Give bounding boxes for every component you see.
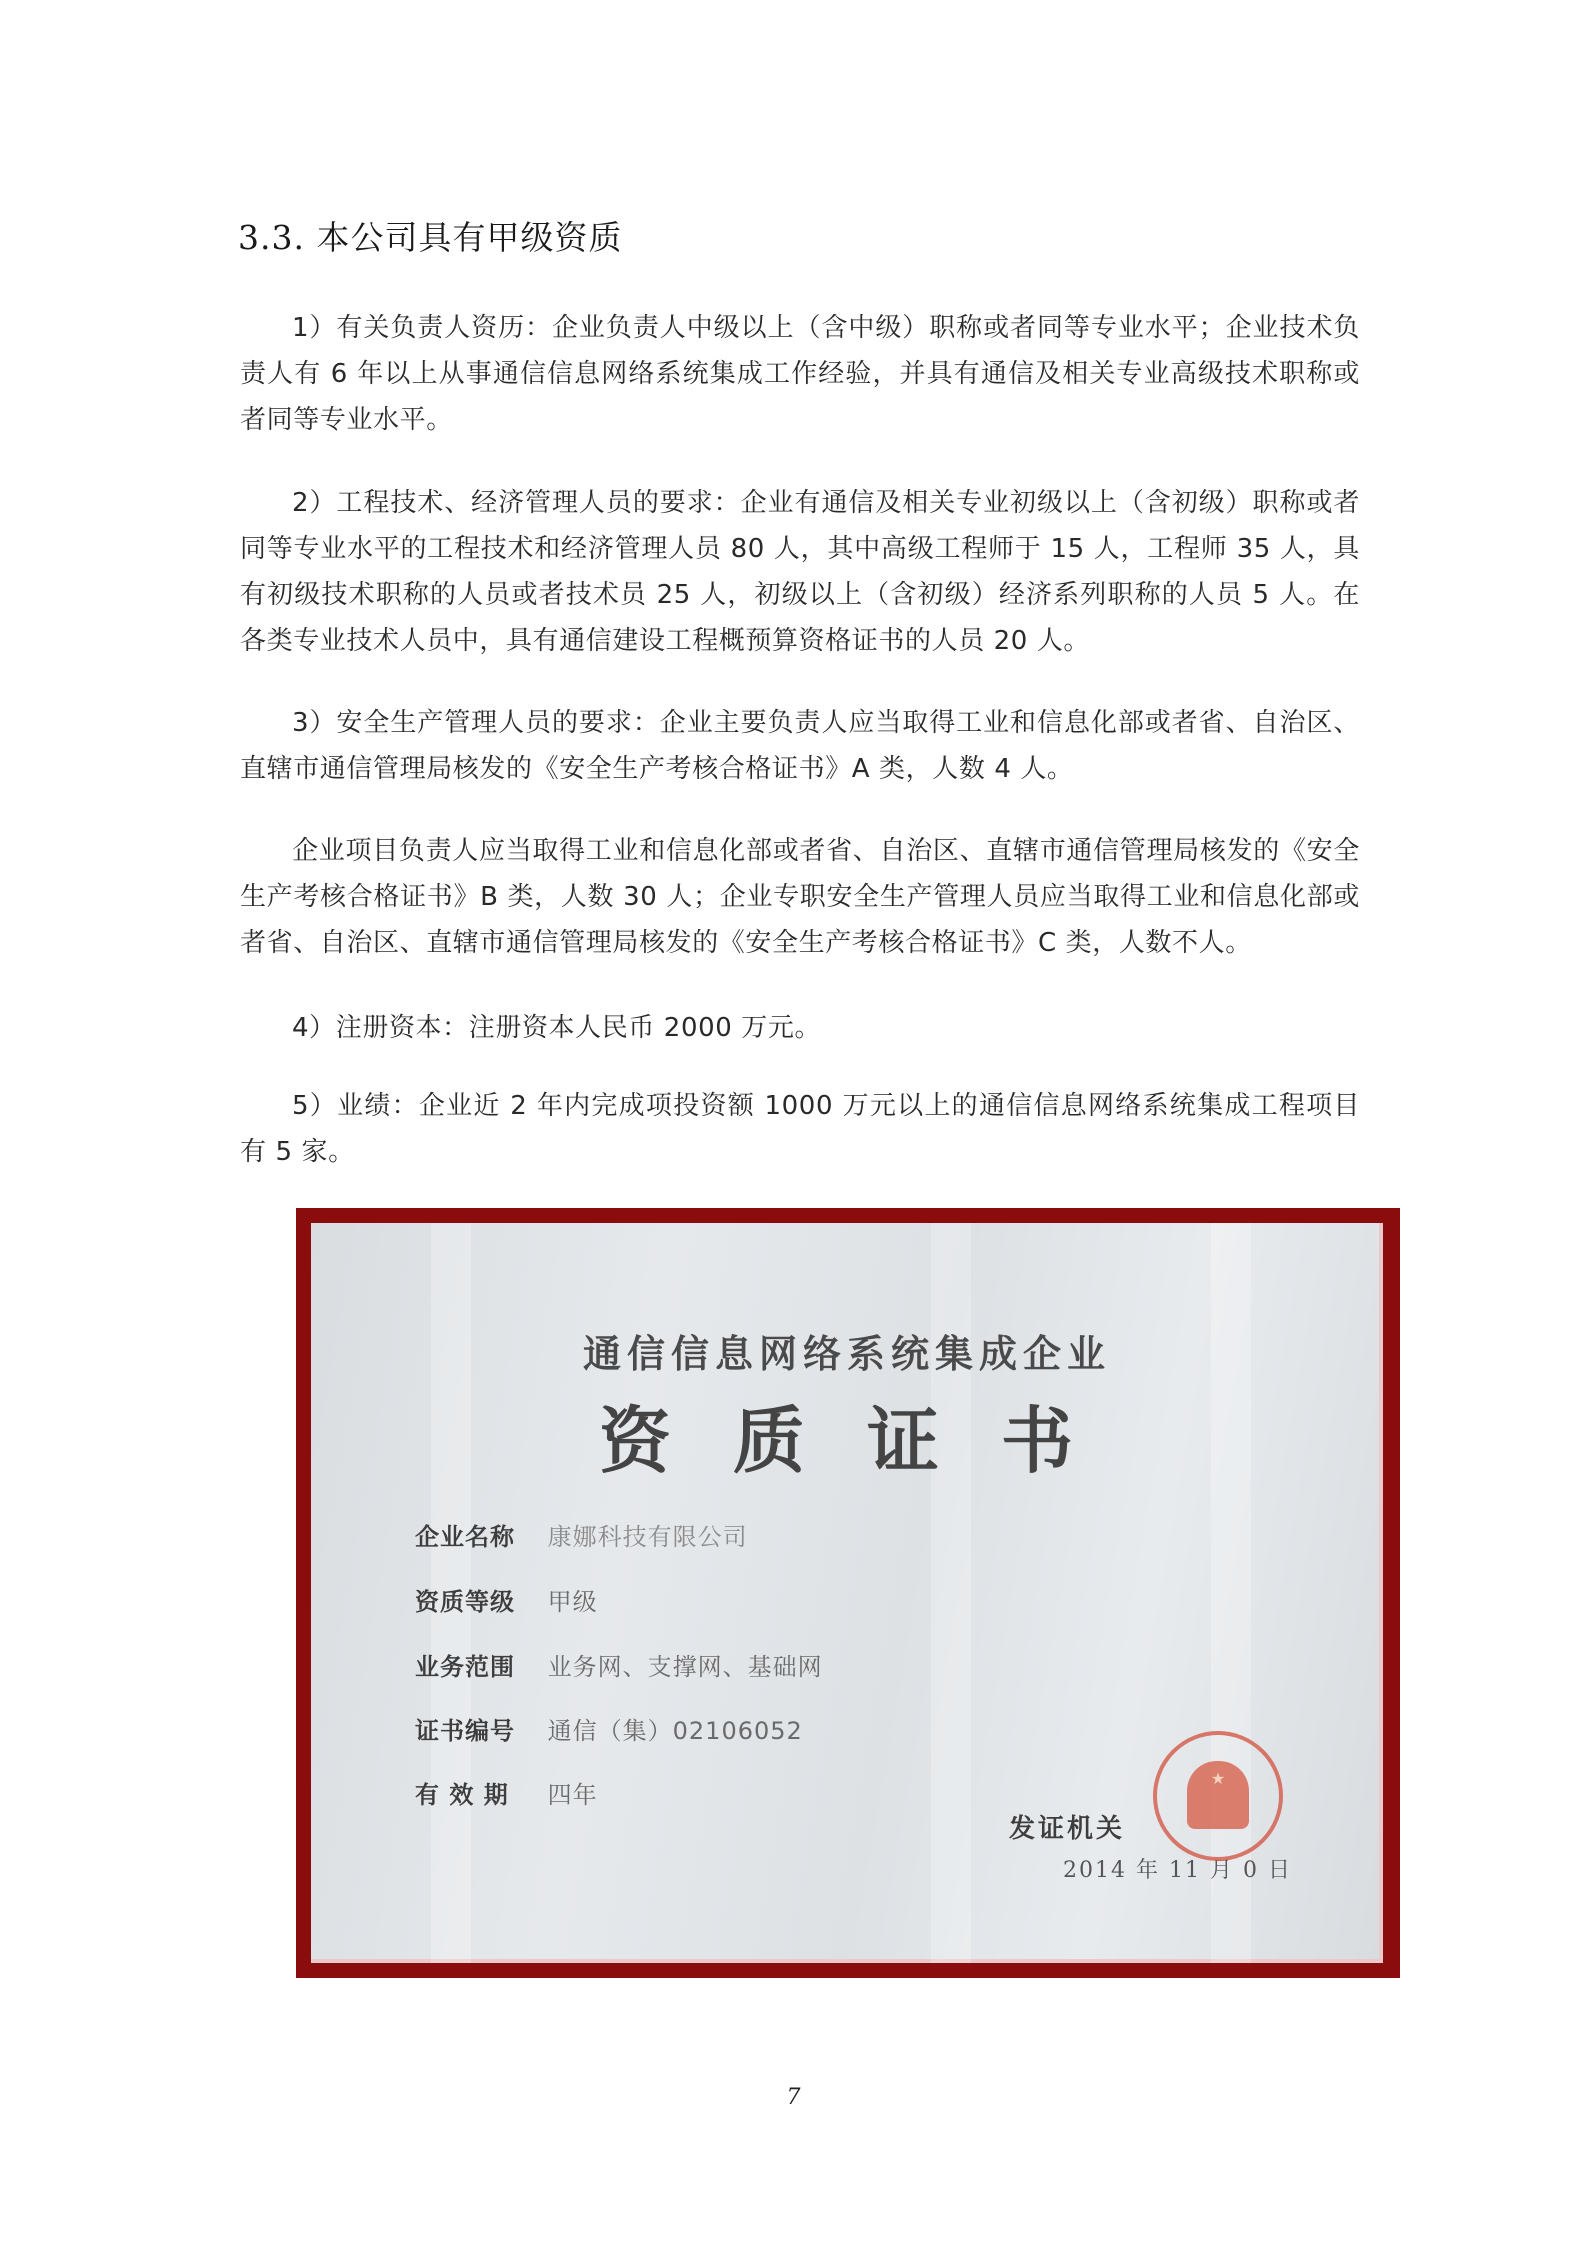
row-value: 业务网、支撑网、基础网	[547, 1653, 823, 1681]
certificate-subtitle: 通信信息网络系统集成企业	[582, 1332, 1111, 1376]
row-label: 证书编号	[415, 1717, 515, 1745]
paragraph-personnel-qualification	[240, 305, 1360, 443]
paragraph-text: 1）有关负责人资历：企业负责人中级以上（含中级）职称或者同等专业水平；企业技术负责人有 6 年以上从事通信信息网络系统集成工作经验，并具有通信及相关专业高级技术职称或者同等专业水平。	[240, 313, 1360, 435]
paragraph-technical-staff	[240, 480, 1360, 664]
certificate-row-validity	[415, 1779, 598, 1811]
paragraph-text: 3）安全生产管理人员的要求：企业主要负责人应当取得工业和信息化部或者省、自治区、直辖市通信管理局核发的《安全生产考核合格证书》A 类，人数 4 人。	[240, 708, 1360, 784]
certificate-row-number	[415, 1715, 803, 1747]
row-label: 业务范围	[415, 1653, 515, 1681]
paragraph-performance	[240, 1083, 1360, 1175]
paragraph-registered-capital	[240, 1005, 1360, 1051]
certificate-row-company-name	[415, 1521, 748, 1553]
issuer-label: 发证机关	[1009, 1814, 1126, 1844]
row-label: 资质等级	[415, 1588, 515, 1616]
row-label: 有 效 期	[415, 1781, 509, 1809]
row-value: 甲级	[547, 1588, 598, 1616]
paragraph-text: 企业项目负责人应当取得工业和信息化部或者省、自治区、直辖市通信管理局核发的《安全生产考核合格证书》B 类，人数 30 人；企业专职安全生产管理人员应当取得工业和信息化部或者省、自治区、直辖市通信管理局核发的《安全生产考核合格证书》C 类，人数不人。	[240, 836, 1360, 958]
issue-date: 2014 年 11 月 0 日	[1063, 1858, 1292, 1883]
section-heading: 3.3. 本公司具有甲级资质	[238, 218, 623, 257]
row-value: 通信（集）02106052	[547, 1717, 803, 1745]
certificate-row-scope	[415, 1651, 823, 1683]
paragraph-safety-staff	[240, 700, 1360, 792]
row-value: 四年	[547, 1781, 598, 1809]
paragraph-text: 4）注册资本：注册资本人民币 2000 万元。	[292, 1013, 822, 1043]
certificate-paper	[311, 1223, 1383, 1963]
certificate-image	[296, 1208, 1400, 1978]
paragraph-text: 2）工程技术、经济管理人员的要求：企业有通信及相关专业初级以上（含初级）职称或者同等专业水平的工程技术和经济管理人员 80 人，其中高级工程师于 15 人，工程师 35 人，具有初级技术职称的人员或者技术员 25 人，初级以上（含初级）经济系列职称的人员 5 人。在各类专业技术人员中，具有通信建设工程概预算资格证书的人员 20 人。	[240, 488, 1360, 656]
certificate-row-grade	[415, 1586, 598, 1618]
certificate-title: 资质证书	[598, 1398, 1135, 1483]
paragraph-project-managers	[240, 828, 1360, 966]
national-emblem-icon	[1187, 1761, 1249, 1829]
page-number: 7	[786, 2085, 801, 2110]
paragraph-text: 5）业绩：企业近 2 年内完成项投资额 1000 万元以上的通信信息网络系统集成工程项目有 5 家。	[240, 1091, 1360, 1167]
official-seal-icon	[1153, 1731, 1283, 1861]
row-value: 康娜科技有限公司	[547, 1523, 748, 1551]
row-label: 企业名称	[415, 1523, 515, 1551]
star-icon: ★	[1210, 1769, 1226, 1788]
